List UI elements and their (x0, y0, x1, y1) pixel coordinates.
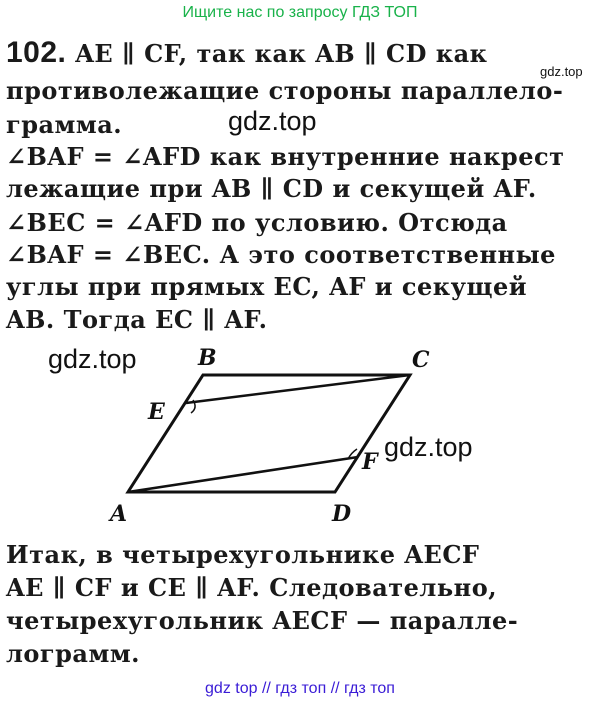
solution-line-4: ∠BAF = ∠AFD как внутренние накрест (6, 142, 565, 171)
solution-line-3: грамма. (6, 110, 123, 139)
solution-line-2: противолежащие стороны параллело- (6, 76, 564, 105)
parallelogram-figure (100, 345, 440, 535)
segment-af (128, 457, 358, 492)
solution-line-6: ∠BEC = ∠AFD по условию. Отсюда (6, 208, 508, 237)
watermark-1: gdz.top (228, 106, 317, 136)
solution-line-5: лежащие при AB ∥ CD и секущей AF. (6, 174, 537, 203)
footer-links[interactable]: gdz top // гдз топ // гдз топ (205, 680, 395, 697)
watermark-small: gdz.top (540, 64, 583, 79)
solution-line-1-text: AE ∥ CF, так как AB ∥ CD как (66, 39, 488, 68)
conclusion-line-3: четырехугольник AECF — паралле- (6, 606, 519, 635)
solution-line-1 (6, 36, 596, 70)
label-f: F (362, 449, 378, 475)
watermark-2: gdz.top (48, 344, 137, 374)
solution-line-8: углы при прямых EC, AF и секущей (6, 272, 528, 301)
label-c: C (412, 347, 430, 373)
label-a: A (110, 501, 128, 527)
label-b: B (198, 345, 217, 371)
solution-line-9: AB. Тогда EC ∥ AF. (6, 305, 268, 334)
problem-number: 102. (6, 36, 67, 69)
watermark-3: gdz.top (384, 432, 473, 462)
conclusion-line-1: Итак, в четырехугольнике AECF (6, 540, 480, 569)
segment-ec (186, 375, 410, 403)
label-d: D (332, 501, 352, 527)
conclusion-line-2: AE ∥ CF и CE ∥ AF. Следовательно, (6, 573, 498, 602)
label-e: E (148, 399, 165, 425)
solution-line-7: ∠BAF = ∠BEC. А это соответственные (6, 240, 556, 269)
conclusion-line-4: лограмм. (6, 639, 141, 668)
top-banner[interactable]: Ищите нас по запросу ГДЗ ТОП (182, 4, 418, 21)
